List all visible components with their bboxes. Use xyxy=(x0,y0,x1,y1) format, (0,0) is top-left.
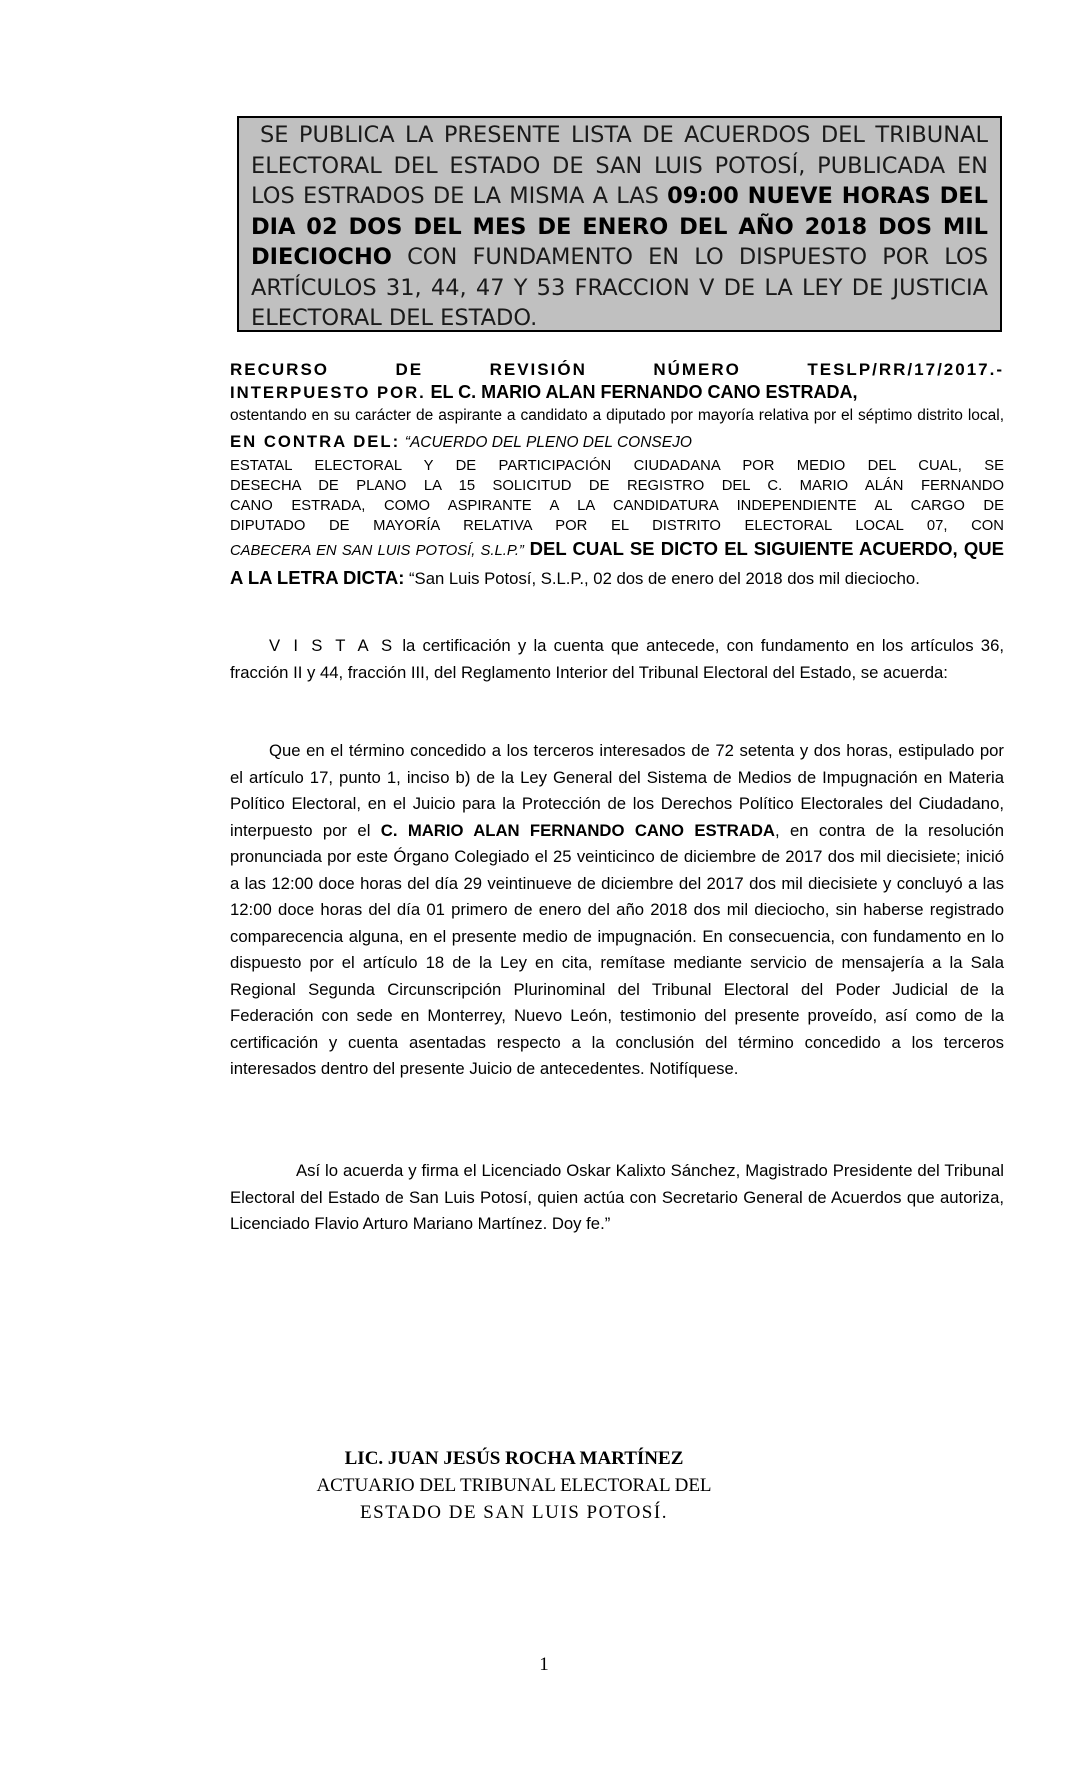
date-text: “San Luis Potosí, S.L.P., 02 dos de enero del 2018 dos mil dieciocho. xyxy=(409,568,920,588)
vistas-text: la certificación y la cuenta que antecede, con fundamento en los artículos 36, fracción II y 44, fracción III, del Reglamento Interior del Tribunal Electoral del Estado, se acuerda: xyxy=(230,636,1004,682)
firma-text: Así lo acuerda y firma el Licenciado Oskar Kalixto Sánchez, Magistrado Presidente del Tribunal Electoral del Estado de San Luis Potosí, quien actúa con Secretario General de Acuerdos que autoriza, Licenciado Flavio Arturo Mariano Martínez. Doy fe.” xyxy=(230,1161,1004,1233)
firma-paragraph xyxy=(230,1158,1004,1238)
page-number: 1 xyxy=(539,1654,549,1675)
case-header-paragraph xyxy=(230,358,1004,592)
main-name-bold: C. MARIO ALAN FERNANDO CANO ESTRADA xyxy=(380,820,775,840)
caps-line-1: ESTATAL ELECTORAL Y DE PARTICIPACIÓN CIUDADANA POR MEDIO DEL CUAL, SE xyxy=(230,458,1004,474)
dictado-bold: DEL CUAL SE DICTO EL SIGUIENTE ACUERDO, QUE A LA LETRA DICTA: xyxy=(230,538,1005,588)
interpuesto-line xyxy=(230,383,1004,402)
caps-line-4: DIPUTADO DE MAYORÍA RELATIVA POR EL DISTRITO ELECTORAL LOCAL 07, CON xyxy=(230,518,1004,534)
vistas-label: V I S T A S xyxy=(269,636,396,655)
main-text-2: , en contra de la resolución pronunciada por este Órgano Colegiado el 25 veinticinco de diciembre de 2017 dos mil diecisiete; inició a las 12:00 doce horas del día 29 veintinueve de diciembre del 2017 dos mil diecisiete y concluyó a las 12:00 doce horas del día 01 primero de enero del año 2018 dos mil dieciocho, sin haberse registrado comparecencia alguna, en el presente medio de impugnación. En consecuencia, con fundamento en lo dispuesto por el artículo 18 de la Ley en cita, remítase mediante servicio de mensajería a la Sala Regional Segunda Circunscripción Plurinominal del Tribunal Electoral del Poder Judicial de la Federación con sede en Monterrey, Nuevo León, testimonio del presente proveído, así como de la certificación y cuenta asentadas respecto a la conclusión del término concedido a los terceros interesados dentro del presente Juicio de antecedentes. Notifíquese. xyxy=(230,820,1005,1078)
interpuesto-name: EL C. MARIO ALAN FERNANDO CANO ESTRADA, xyxy=(430,382,858,402)
caps-italic: CABECERA EN SAN LUIS POTOSÍ, S.L.P.” xyxy=(230,543,524,559)
acuerdo-italic: “ACUERDO DEL PLENO DEL CONSEJO xyxy=(404,434,692,451)
publication-notice-box xyxy=(237,116,1002,332)
caps-line-3: CANO ESTRADA, COMO ASPIRANTE A LA CANDIDATURA INDEPENDIENTE AL CARGO DE xyxy=(230,498,1004,514)
signature-title-2: ESTADO DE SAN LUIS POTOSÍ. xyxy=(360,1502,668,1523)
notice-date-bold: 09:00 NUEVE HORAS DEL DIA 02 DOS DEL MES DE ENERO DEL AÑO 2018 DOS MIL DIECIOCHO xyxy=(251,183,988,270)
case-text-1: ostentando en su carácter de aspirante a candidato a diputado por mayoría relativa por el séptimo distrito local, xyxy=(230,407,1004,424)
caps-line-2: DESECHA DE PLANO LA 15 SOLICITUD DE REGISTRO DEL C. MARIO ALÁN FERNANDO xyxy=(230,478,1004,494)
en-contra-label: EN CONTRA DEL: xyxy=(230,432,401,451)
signature-title-1: ACTUARIO DEL TRIBUNAL ELECTORAL DEL xyxy=(316,1475,712,1496)
vistas-paragraph xyxy=(230,633,1004,686)
main-text-1: Que en el término concedido a los terceros interesados de 72 setenta y dos horas, estipulado por el artículo 17, punto 1, inciso b) de la Ley General del Sistema de Medios de Impugnación en Materia Político Electoral, en el Juicio para la Protección de los Derechos Político Electorales del Ciudadano, interpuesto por el xyxy=(230,741,1004,840)
interpuesto-label: INTERPUESTO POR. xyxy=(230,383,426,402)
case-caption: RECURSO DE REVISIÓN NÚMERO TESLP/RR/17/2017.- xyxy=(230,360,1004,379)
notice-text-part2: CON FUNDAMENTO EN LO DISPUESTO POR LOS ARTÍCULOS 31, 44, 47 Y 53 FRACCION V DE LA LEY DE JUSTICIA ELECTORAL DEL ESTADO. xyxy=(251,244,988,331)
main-paragraph xyxy=(230,738,1004,1083)
notice-text-part1: SE PUBLICA LA PRESENTE LISTA DE ACUERDOS DEL TRIBUNAL ELECTORAL DEL ESTADO DE SAN LUIS POTOSÍ, PUBLICADA EN LOS ESTRADOS DE LA MISMA A LAS xyxy=(251,122,988,209)
signature-name: LIC. JUAN JESÚS ROCHA MARTÍNEZ xyxy=(344,1448,684,1469)
